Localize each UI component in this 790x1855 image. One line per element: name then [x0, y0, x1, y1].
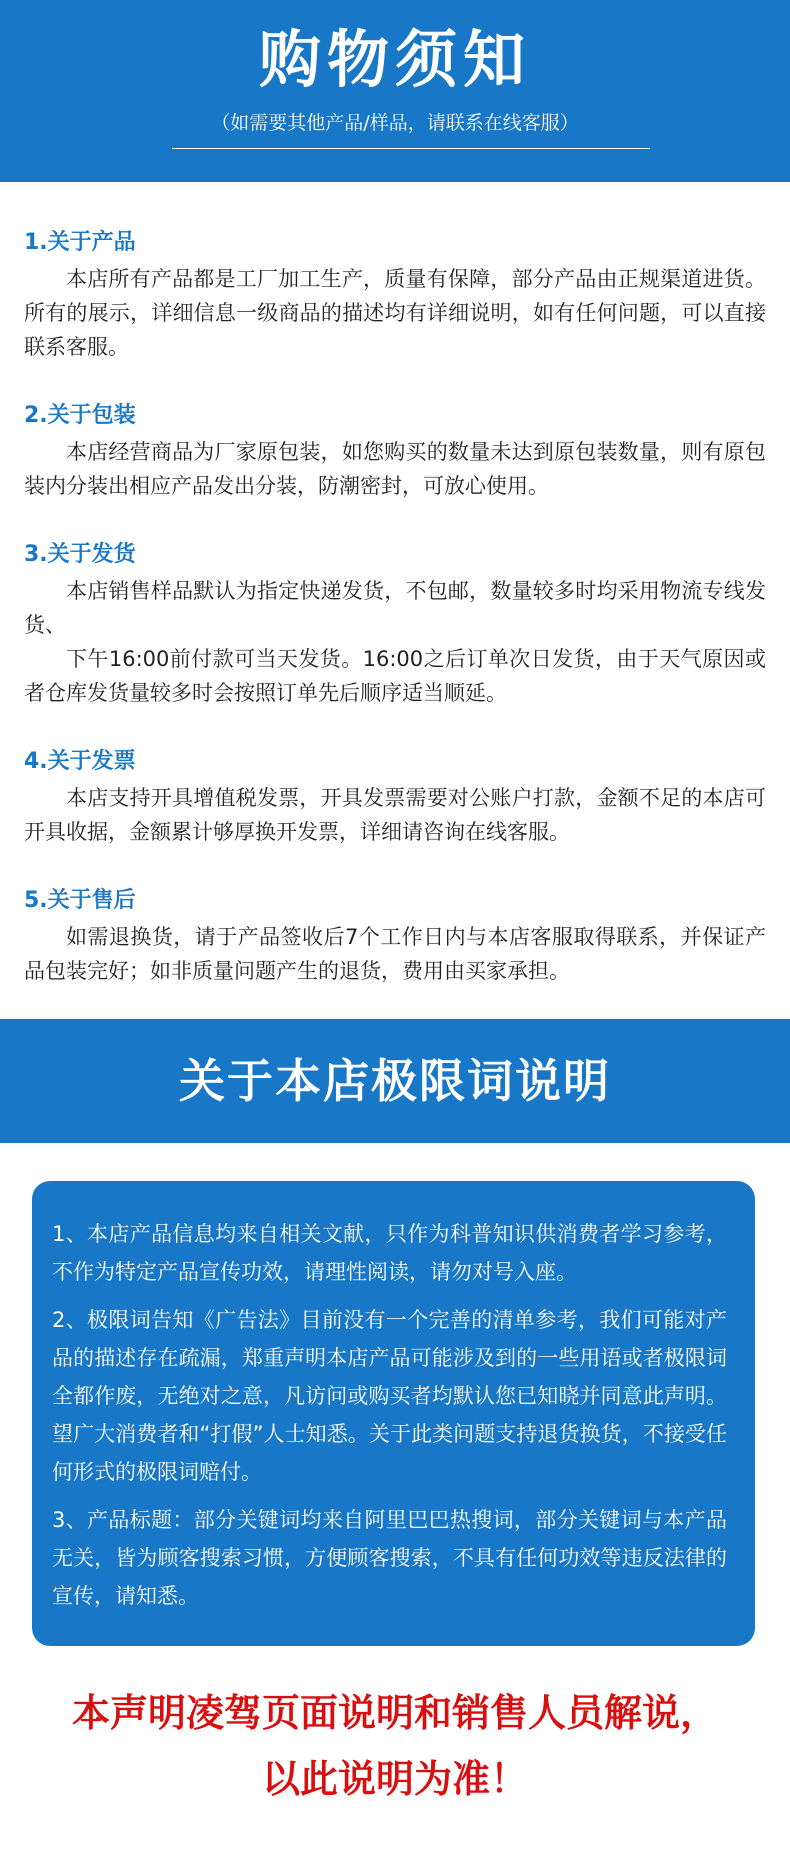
notice-section-invoice [24, 743, 766, 849]
notice-section-packaging [24, 397, 766, 503]
notice-section-after-sales [24, 882, 766, 988]
section-title: 4.关于发票 [24, 749, 136, 774]
header-banner [0, 0, 790, 182]
section-paragraph: 本店经营商品为厂家原包装，如您购买的数量未达到原包装数量，则有原包装内分装出相应产品发出分装，防潮密封，可放心使用。 [24, 440, 766, 498]
section-paragraph: 本店支持开具增值税发票，开具发票需要对公账户打款，金额不足的本店可开具收据，金额累计够厚换开发票，详细请咨询在线客服。 [24, 786, 766, 844]
disclaimer-banner [0, 1019, 790, 1143]
disclaimer-item: 1、本店产品信息均来自相关文献，只作为科普知识供消费者学习参考，不作为特定产品宣传功效，请理性阅读，请勿对号入座。 [52, 1222, 727, 1284]
disclaimer-item: 2、极限词告知《广告法》目前没有一个完善的清单参考，我们可能对产品的描述存在疏漏，郑重声明本店产品可能涉及到的一些用语或者极限词全都作废，无绝对之意，凡访问或购买者均默认您已知晓并同意此声明。望广大消费者和“打假”人士知悉。关于此类问题支持退货换货，不接受任何形式的极限词赔付。 [52, 1308, 727, 1484]
page-subtitle: （如需要其他产品/样品，请联系在线客服） [211, 112, 579, 134]
section-paragraph: 下午16:00前付款可当天发货。16:00之后订单次日发货，由于天气原因或者仓库发货量较多时会按照订单先后顺序适当顺延。 [24, 647, 766, 705]
section-paragraph: 如需退换货，请于产品签收后7个工作日内与本店客服取得联系，并保证产品包装完好；如非质量问题产生的退货，费用由买家承担。 [24, 925, 766, 983]
shopping-notice-list [24, 224, 766, 1021]
final-statement [0, 1680, 790, 1812]
section-paragraph: 本店所有产品都是工厂加工生产，质量有保障，部分产品由正规渠道进货。所有的展示，详细信息一级商品的描述均有详细说明，如有任何问题，可以直接联系客服。 [24, 267, 766, 359]
section-title: 1.关于产品 [24, 230, 136, 255]
section-title: 3.关于发货 [24, 542, 136, 567]
notice-section-shipping [24, 536, 766, 710]
disclaimer-title: 关于本店极限词说明 [179, 1054, 611, 1108]
section-paragraph: 本店销售样品默认为指定快递发货，不包邮，数量较多时均采用物流专线发货、 [24, 579, 766, 637]
header-divider [172, 148, 650, 149]
section-title: 2.关于包装 [24, 403, 136, 428]
disclaimer-box [32, 1181, 755, 1646]
notice-section-product [24, 224, 766, 364]
page-title: 购物须知 [258, 23, 531, 96]
section-title: 5.关于售后 [24, 888, 136, 913]
disclaimer-item: 3、产品标题：部分关键词均来自阿里巴巴热搜词，部分关键词与本产品无关，皆为顾客搜索习惯，方便顾客搜索，不具有任何功效等违反法律的宣传，请知悉。 [52, 1508, 727, 1608]
final-statement-line: 本声明凌驾页面说明和销售人员解说， [71, 1691, 718, 1735]
final-statement-line: 以此说明为准！ [261, 1757, 528, 1801]
